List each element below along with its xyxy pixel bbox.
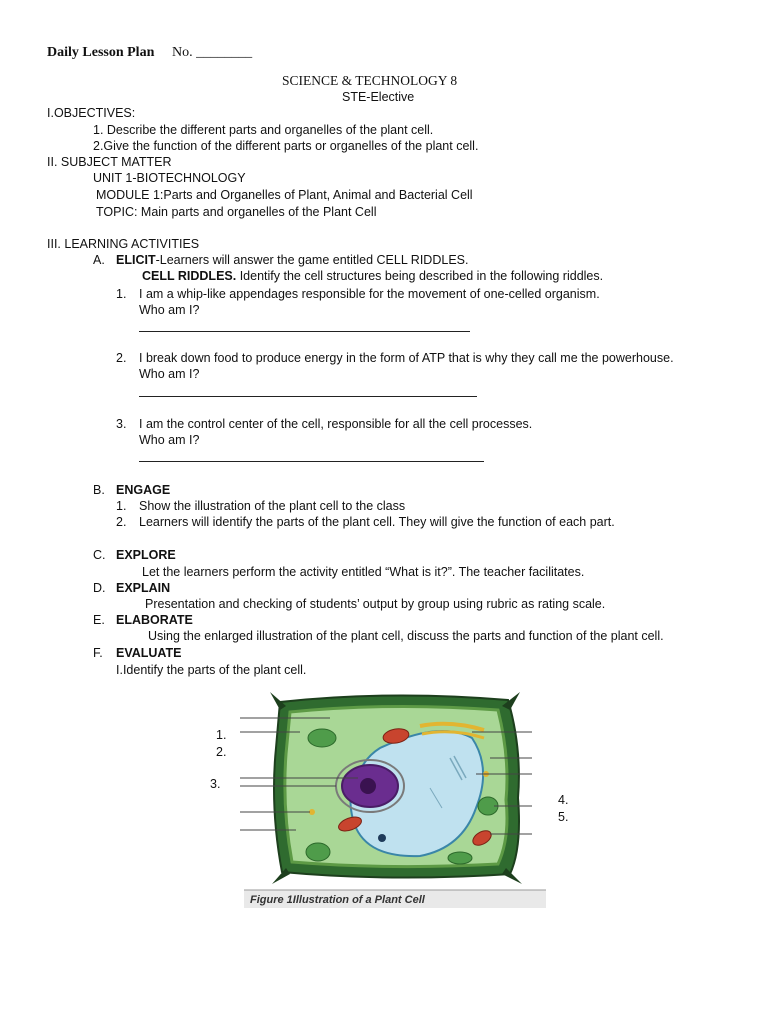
answer-blank[interactable] bbox=[139, 331, 470, 332]
explain-text: Presentation and checking of students’ output by group using rubric as rating scale. bbox=[145, 597, 606, 611]
figure-caption: Figure 1Illustration of a Plant Cell bbox=[250, 894, 425, 906]
riddle-question: Who am I? bbox=[139, 367, 200, 381]
figure-label-2: 2. bbox=[216, 745, 227, 759]
chloroplast bbox=[308, 729, 336, 747]
section-letter: D. bbox=[93, 581, 106, 595]
explore-title: EXPLORE bbox=[116, 548, 176, 562]
topic-line: TOPIC: Main parts and organelles of the Plant Cell bbox=[96, 205, 377, 219]
chloroplast bbox=[306, 843, 330, 861]
figure-label-3: 3. bbox=[210, 777, 221, 791]
engage-item: Show the illustration of the plant cell to the class bbox=[139, 499, 406, 513]
riddle-number: 3. bbox=[116, 417, 127, 431]
riddle-text: I am a whip-like appendages responsible for the movement of one-celled organism. bbox=[139, 287, 600, 301]
subject-subtitle: STE-Elective bbox=[342, 90, 415, 104]
evaluate-title: EVALUATE bbox=[116, 646, 182, 660]
riddles-intro-rest: Identify the cell structures being described in the following riddles. bbox=[236, 269, 604, 283]
section-letter: C. bbox=[93, 548, 106, 562]
section-letter: A. bbox=[93, 253, 105, 267]
module-line: MODULE 1:Parts and Organelles of Plant, Animal and Bacterial Cell bbox=[96, 188, 473, 202]
chloroplast bbox=[448, 852, 472, 864]
explore-text: Let the learners perform the activity entitled “What is it?”. The teacher facilitates. bbox=[142, 565, 585, 579]
answer-blank[interactable] bbox=[139, 461, 484, 462]
engage-number: 2. bbox=[116, 515, 127, 529]
section-letter: B. bbox=[93, 483, 105, 497]
figure-label-5: 5. bbox=[558, 810, 569, 824]
figure-label-1: 1. bbox=[216, 728, 227, 742]
evaluate-text: I.Identify the parts of the plant cell. bbox=[116, 663, 307, 677]
objective-item: 2.Give the function of the different parts or organelles of the plant cell. bbox=[93, 139, 479, 153]
peroxisome bbox=[378, 834, 386, 842]
nucleolus bbox=[360, 778, 376, 794]
section-letter: F. bbox=[93, 646, 103, 660]
riddles-intro bbox=[142, 269, 603, 284]
learning-activities-heading: III. LEARNING ACTIVITIES bbox=[47, 237, 200, 251]
elaborate-text: Using the enlarged illustration of the plant cell, discuss the parts and function of the plant cell. bbox=[148, 629, 664, 643]
engage-title: ENGAGE bbox=[116, 483, 171, 497]
subject-title: SCIENCE & TECHNOLOGY 8 bbox=[282, 73, 458, 88]
dlp-label: Daily Lesson Plan bbox=[47, 45, 155, 60]
explain-title: EXPLAIN bbox=[116, 581, 171, 595]
elaborate-title: ELABORATE bbox=[116, 613, 193, 627]
engage-item: Learners will identify the parts of the plant cell. They will give the function of each part. bbox=[139, 515, 615, 529]
subject-matter-heading: II. SUBJECT MATTER bbox=[47, 155, 172, 169]
answer-blank[interactable] bbox=[139, 396, 477, 397]
objective-item: 1. Describe the different parts and organelles of the plant cell. bbox=[93, 123, 434, 137]
section-letter: E. bbox=[93, 613, 105, 627]
figure-label-4: 4. bbox=[558, 793, 569, 807]
dlp-number: No. ________ bbox=[172, 45, 253, 60]
riddle-number: 2. bbox=[116, 351, 127, 365]
riddle-question: Who am I? bbox=[139, 433, 200, 447]
unit-line: UNIT 1-BIOTECHNOLOGY bbox=[93, 171, 246, 185]
plant-cell-illustration bbox=[240, 688, 550, 910]
riddles-intro-bold: CELL RIDDLES. bbox=[142, 269, 237, 283]
objectives-heading: I.OBJECTIVES: bbox=[47, 106, 136, 120]
riddle-text: I am the control center of the cell, responsible for all the cell processes. bbox=[139, 417, 533, 431]
riddle-text: I break down food to produce energy in the form of ATP that is why they call me the powerhouse. bbox=[139, 351, 674, 365]
elicit-title: ELICIT-Learners will answer the game entitled CELL RIDDLES. bbox=[116, 253, 469, 267]
riddle-number: 1. bbox=[116, 287, 127, 301]
riddle-question: Who am I? bbox=[139, 303, 200, 317]
engage-number: 1. bbox=[116, 499, 127, 513]
